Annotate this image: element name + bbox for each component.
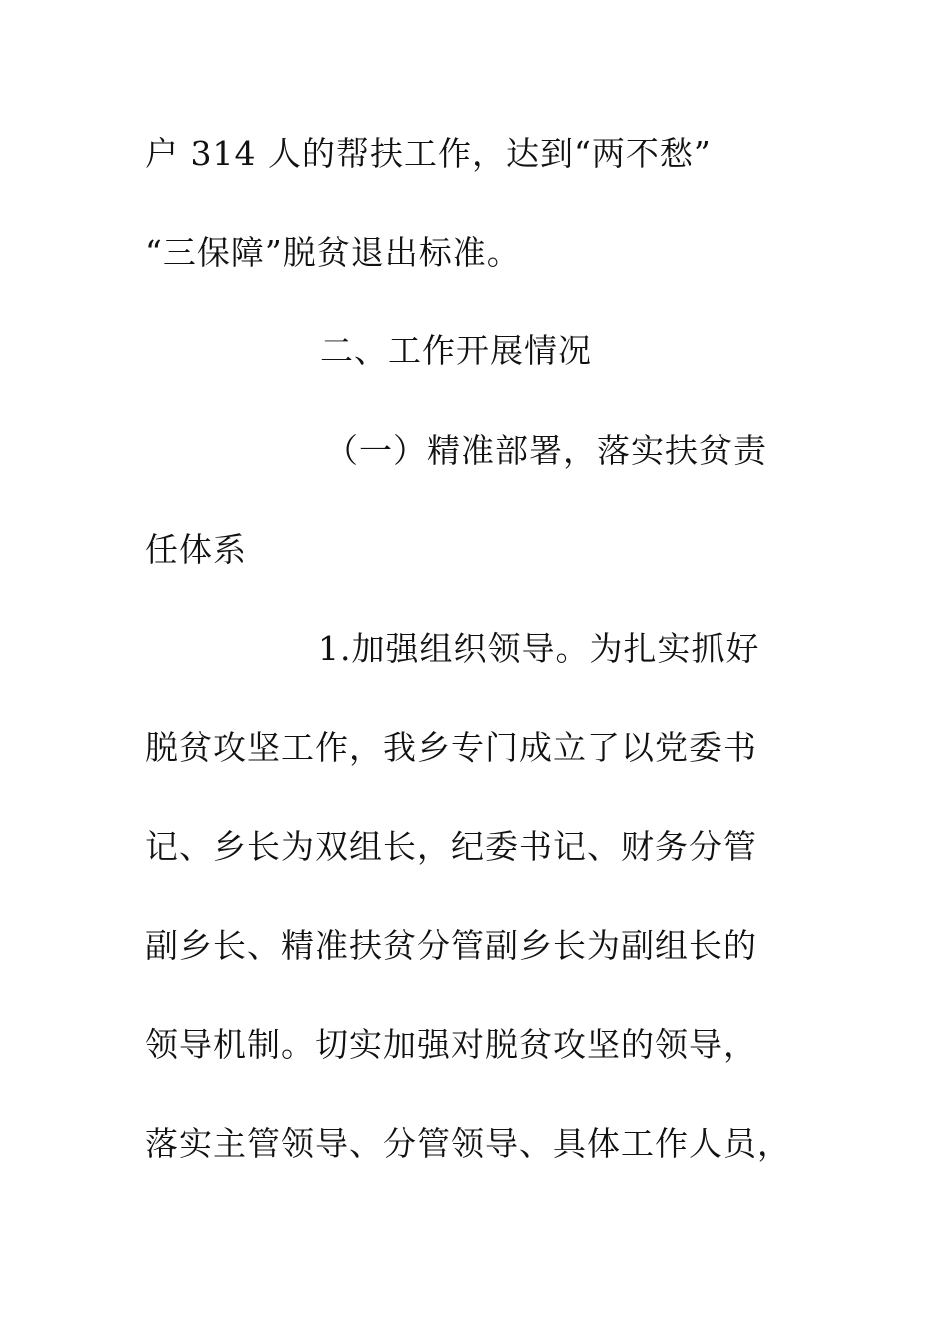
paragraph-line-8: 记、乡长为双组长，纪委书记、财务分管 [145, 827, 757, 866]
paragraph-line-7: 脱贫攻坚工作，我乡专门成立了以党委书 [145, 728, 757, 767]
item-heading-line: 1.加强组织领导。为扎实抓好 [318, 629, 760, 668]
paragraph-line-9: 副乡长、精准扶贫分管副乡长为副组长的 [145, 926, 757, 965]
subsection-heading-line-1: （一）精准部署，落实扶贫责 [325, 431, 767, 470]
paragraph-line-2: “三保障”脱贫退出标准。 [145, 233, 521, 272]
paragraph-line-11: 落实主管领导、分管领导、具体工作人员， [145, 1124, 791, 1163]
subsection-heading-line-2: 任体系 [145, 530, 247, 569]
paragraph-line-1: 户 314 人的帮扶工作，达到“两不愁” [145, 134, 712, 173]
paragraph-line-10: 领导机制。切实加强对脱贫攻坚的领导， [145, 1025, 757, 1064]
section-heading: 二、工作开展情况 [320, 331, 592, 370]
